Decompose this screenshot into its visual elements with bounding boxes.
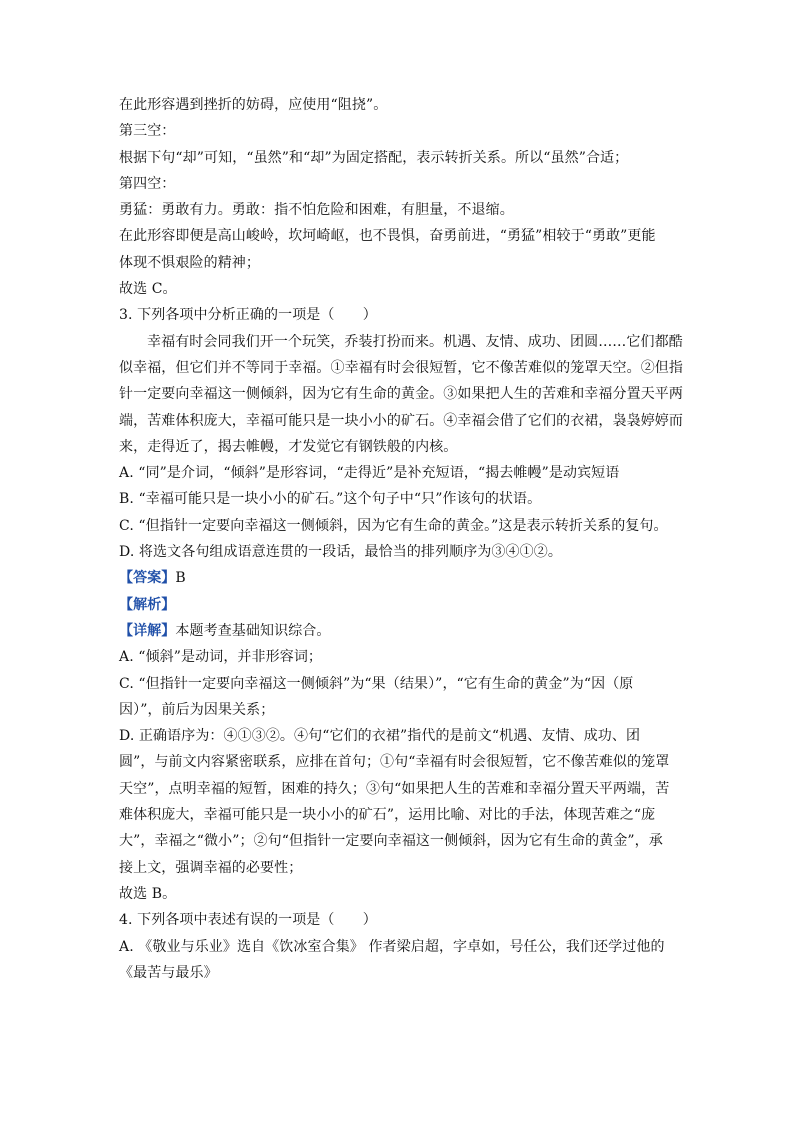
text-line: 根据下句“却”可知，“虽然”和“却”为固定搭配，表示转折关系。所以“虽然”合适； [119, 149, 629, 166]
text-line: 体现不惧艰险的精神； [119, 254, 260, 271]
text-line: 在此形容即便是高山峻岭，坎坷崎岖，也不畏惧，奋勇前进，“勇猛”相较于“勇敢”更能 [119, 228, 656, 245]
answer-tag: 【答案】 [119, 570, 176, 587]
option-a: A. 《敬业与乐业》选自《饮冰室合集》 作者梁启超，字卓如，号任公，我们还学过他的 [119, 938, 665, 955]
passage-line: 幸福有时会同我们开一个玩笑，乔装打扮而来。机遇、友情、成功、团圆……它们都酷 [147, 333, 683, 350]
text-line: D. 正确语序为：④①③②。④句“它们的衣裙”指代的是前文“机遇、友情、成功、团 [119, 728, 641, 745]
text-line: 勇猛：勇敢有力。勇敢：指不怕危险和困难，有胆量，不退缩。 [119, 202, 514, 219]
passage-line: 端，苦难体积庞大，幸福可能只是一块小小的矿石。④幸福会借了它们的衣裙，袅袅婷婷而 [119, 412, 683, 429]
passage-line: 针一定要向幸福这一侧倾斜，因为它有生命的黄金。③如果把人生的苦难和幸福分置天平两 [119, 386, 683, 403]
text-line: C. “但指针一定要向幸福这一侧倾斜”为“果（结果）”，“它有生命的黄金”为“因（原 [119, 675, 634, 692]
passage-line: 似幸福，但它们并不等同于幸福。①幸福有时会很短暂，它不像苦难似的笼罩天空。②但指 [119, 359, 683, 376]
text-line: 故选 C。 [119, 281, 177, 298]
question-4-heading: 4. 下列各项中表述有误的一项是（ ） [119, 912, 377, 929]
option-b: B. “幸福可能只是一块小小的矿石。”这个句子中“只”作该句的状语。 [119, 491, 542, 508]
detail-text: 本题考查基础知识综合。 [175, 622, 331, 639]
text-line: 难体积庞大，幸福可能只是一块小小的矿石”，运用比喻、对比的手法，体现苦难之“庞 [119, 807, 656, 824]
text-line: 大”，幸福之“微小”；②句“但指针一定要向幸福这一侧倾斜，因为它有生命的黄金”，承 [119, 833, 663, 850]
text-line: 天空”，点明幸福的短暂，困难的持久；③句“如果把人生的苦难和幸福分置天平两端，苦 [119, 780, 670, 797]
document-body [119, 92, 683, 986]
text-line: 在此形容遇到挫折的妨碍，应使用“阻挠”。 [119, 97, 388, 113]
passage-line: 来，走得近了，揭去帷幔，才发觉它有钢铁般的内核。 [119, 438, 458, 455]
text-line: 接上文，强调幸福的必要性； [119, 859, 303, 876]
analysis-tag: 【解析】 [119, 596, 176, 613]
text-line: 第四空： [119, 175, 176, 192]
option-a: A. “同”是介词，“倾斜”是形容词，“走得近”是补充短语，“揭去帷幔”是动宾短语 [119, 465, 620, 482]
detail-tag: 【详解】 [119, 622, 176, 639]
text-line: 圆”，与前文内容紧密联系，应排在首句；①句“幸福有时会很短暂，它不像苦难似的笼罩 [119, 754, 670, 771]
text-line: 故选 B。 [119, 885, 177, 902]
answer-value: B [175, 570, 186, 587]
question-3-heading: 3. 下列各项中分析正确的一项是（ ） [119, 307, 377, 324]
option-d: D. 将选文各句组成语意连贯的一段话，最恰当的排列顺序为③④①②。 [119, 544, 562, 561]
analysis-line [119, 592, 677, 618]
text-line: 《最苦与最乐》 [119, 964, 218, 981]
answer-line [119, 565, 677, 591]
text-line: A. “倾斜”是动词，并非形容词； [119, 649, 323, 666]
option-c: C. “但指针一定要向幸福这一侧倾斜，因为它有生命的黄金。”这是表示转折关系的复句。 [119, 517, 668, 534]
detail-line [119, 618, 677, 644]
text-line: 第三空： [119, 123, 176, 140]
text-line: 因）”，前后为因果关系； [119, 701, 275, 718]
